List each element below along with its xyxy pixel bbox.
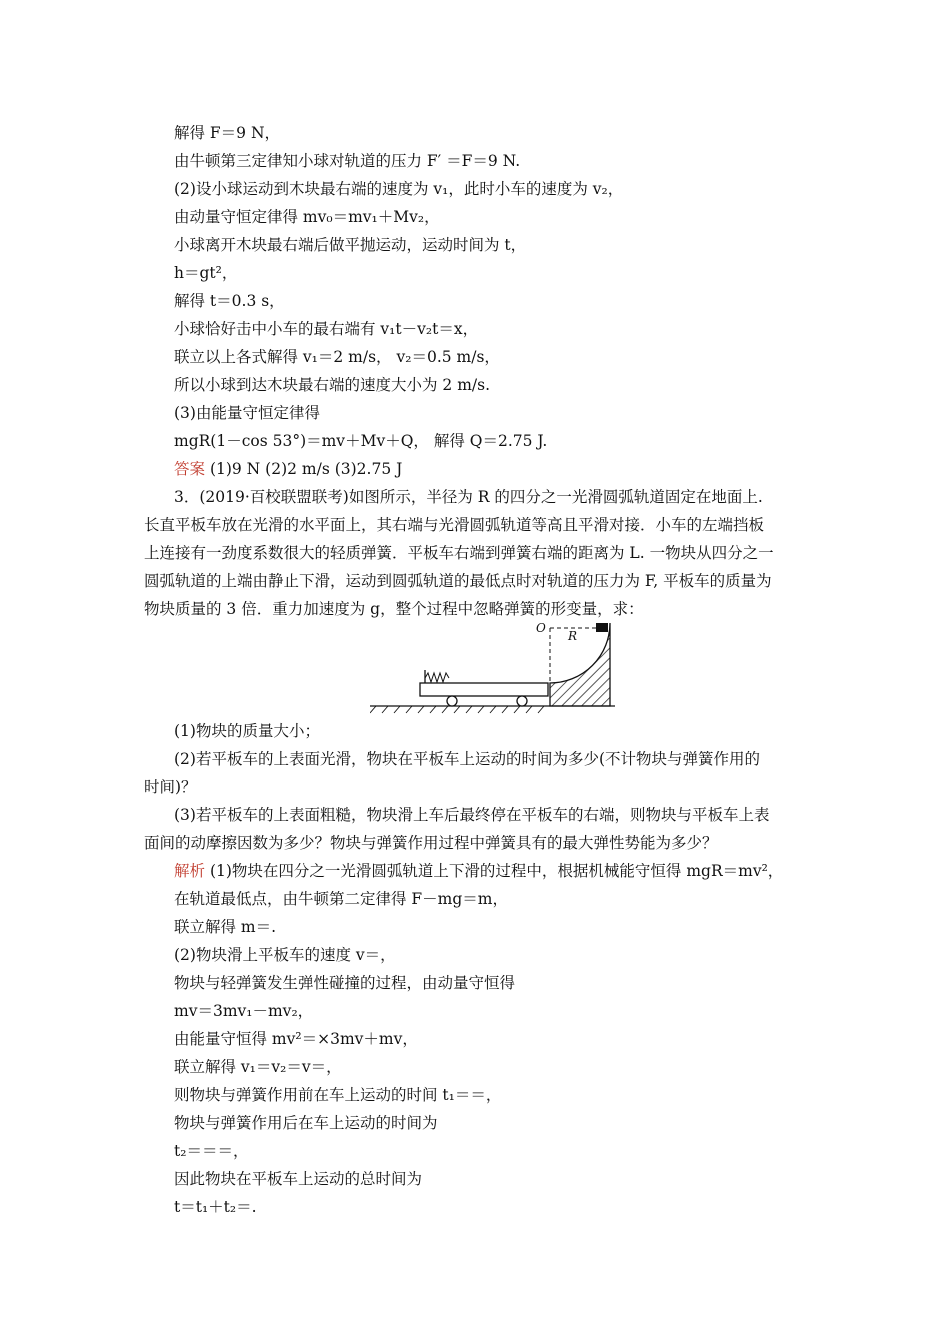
solution-line: 因此物块在平板车上运动的总时间为 bbox=[174, 1170, 423, 1188]
solution-line bbox=[174, 860, 783, 882]
block-object bbox=[596, 623, 608, 632]
label-o: O bbox=[536, 621, 546, 635]
text-line: (3)由能量守恒定律得 bbox=[174, 404, 320, 422]
solution-line: 物块与轻弹簧发生弹性碰撞的过程，由动量守恒得 bbox=[174, 974, 516, 992]
text-line: 解得 t＝0.3 s， bbox=[174, 292, 285, 310]
question-line: 面间的动摩擦因数为多少？物块与弹簧作用过程中弹簧具有的最大弹性势能为多少？ bbox=[144, 834, 718, 852]
text-line: 小球离开木块最右端后做平抛运动，运动时间为 t， bbox=[174, 236, 527, 254]
solution-line: 由能量守恒得 mv²＝×3mv＋mv， bbox=[174, 1030, 418, 1048]
answer-label: 答案 bbox=[174, 460, 206, 478]
solution-text: (1)物块在四分之一光滑圆弧轨道上下滑的过程中，根据机械能守恒得 mgR＝mv²， bbox=[205, 862, 784, 880]
text-line: 由动量守恒定律得 mv₀＝mv₁＋Mv₂， bbox=[174, 208, 440, 226]
text-line: 小球恰好击中小车的最右端有 v₁t－v₂t＝x， bbox=[174, 320, 479, 338]
cart-wheel-right bbox=[517, 696, 527, 706]
ground-hatching bbox=[370, 706, 544, 713]
problem-text: 上连接有一劲度系数很大的轻质弹簧．平板车右端到弹簧右端的距离为 L. 一物块从四分之一 bbox=[144, 544, 774, 562]
problem-text: 物块质量的 3 倍．重力加速度为 g，整个过程中忽略弹簧的形变量，求： bbox=[144, 600, 644, 618]
arc-track-block bbox=[550, 623, 610, 706]
solution-line: 联立解得 v₁＝v₂＝v＝， bbox=[174, 1058, 342, 1076]
text-line: 所以小球到达木块最右端的速度大小为 2 m/s. bbox=[174, 376, 491, 394]
cart-wheel-left bbox=[447, 696, 457, 706]
text-line: h＝gt²， bbox=[174, 264, 238, 282]
question-line: (3)若平板车的上表面粗糙，物块滑上车后最终停在平板车的右端，则物块与平板车上表 bbox=[174, 806, 770, 824]
solution-label: 解析 bbox=[174, 862, 206, 880]
problem-text: 长直平板车放在光滑的水平面上，其右端与光滑圆弧轨道等高且平滑对接．小车的左端挡板 bbox=[144, 516, 765, 534]
solution-line: mv＝3mv₁－mv₂， bbox=[174, 1002, 314, 1020]
solution-line: t＝t₁＋t₂＝. bbox=[174, 1198, 257, 1216]
text-line: (2)设小球运动到木块最右端的速度为 v₁，此时小车的速度为 v₂， bbox=[174, 180, 624, 198]
problem-text: 圆弧轨道的上端由静止下滑，运动到圆弧轨道的最低点时对轨道的压力为 F, 平板车的质量为 bbox=[144, 572, 772, 590]
label-r: R bbox=[568, 629, 578, 643]
text-line: 由牛顿第三定律知小球对轨道的压力 F′ ＝F＝9 N. bbox=[174, 152, 521, 170]
question-line: 时间)？ bbox=[144, 778, 197, 796]
text-line: mgR(1－cos 53°)＝mv＋Mv＋Q， 解得 Q＝2.75 J. bbox=[174, 432, 548, 450]
question-line: (1)物块的质量大小； bbox=[174, 722, 320, 740]
spring bbox=[425, 673, 449, 682]
problem-text: 3．(2019·百校联盟联考)如图所示，半径为 R 的四分之一光滑圆弧轨道固定在地面上. bbox=[174, 488, 763, 506]
answer-text: (1)9 N (2)2 m/s (3)2.75 J bbox=[205, 460, 403, 478]
solution-line: 则物块与弹簧作用前在车上运动的时间 t₁＝＝， bbox=[174, 1086, 502, 1104]
text-line: 解得 F＝9 N， bbox=[174, 124, 281, 142]
solution-line: 在轨道最低点，由牛顿第二定律得 F－mg＝m， bbox=[174, 890, 509, 908]
solution-line: 物块与弹簧作用后在车上运动的时间为 bbox=[174, 1114, 438, 1132]
text-line: 联立以上各式解得 v₁＝2 m/s， v₂＝0.5 m/s， bbox=[174, 348, 500, 366]
solution-line: (2)物块滑上平板车的速度 v＝， bbox=[174, 946, 396, 964]
flat-cart bbox=[420, 683, 548, 696]
solution-line: t₂＝＝＝， bbox=[174, 1142, 249, 1160]
answer-line bbox=[174, 458, 402, 480]
track-diagram bbox=[370, 620, 620, 715]
solution-line: 联立解得 m＝. bbox=[174, 918, 277, 936]
question-line: (2)若平板车的上表面光滑，物块在平板车上运动的时间为多少(不计物块与弹簧作用的 bbox=[174, 750, 761, 768]
